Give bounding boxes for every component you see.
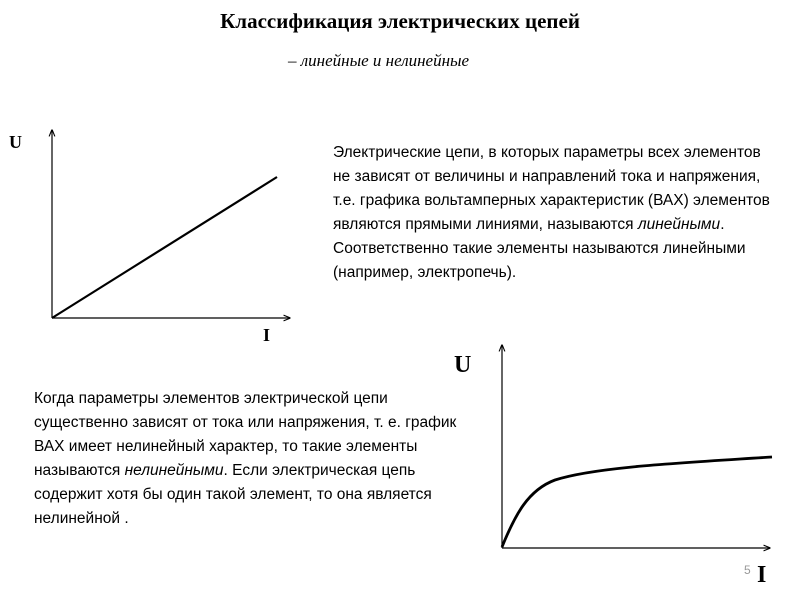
linear-y-label: U [9,132,22,152]
slide-title: Классификация электрических цепей [220,9,580,33]
linear-graph [9,130,290,345]
nonlinear-description-text-1: Когда параметры элементов электрической цепи существенно зависят от тока или напряжения, т. е. график ВАХ имеет нелинейный характер, то такие элементы называются [34,390,457,479]
linear-x-label: I [263,325,271,345]
nonlinear-term: нелинейными [124,462,224,479]
nonlinear-description-text-2: . Если электрическая цепь содержит хотя бы один такой элемент, то она является нелинейной . [34,462,432,527]
nonlinear-vac-curve [502,457,772,547]
page-number: 5 [744,563,751,577]
slide-subtitle: – линейные и нелинейные [288,51,470,70]
linear-term: линейными [637,216,721,233]
nonlinear-x-label: I [757,562,767,588]
linear-description-text-2: . Соответственно такие элементы называются линейными (например, электропечь). [333,216,746,281]
linear-description-text-1: Электрические цепи, в которых параметры всех элементов не зависят от величины и направлений тока и напряжения, т.е. графика вольтамперных характеристик (ВАХ) элементов являются прямыми линиями, называются [333,144,770,233]
nonlinear-graph [454,345,772,588]
nonlinear-y-label: U [454,352,472,378]
linear-vac-line [52,177,277,318]
